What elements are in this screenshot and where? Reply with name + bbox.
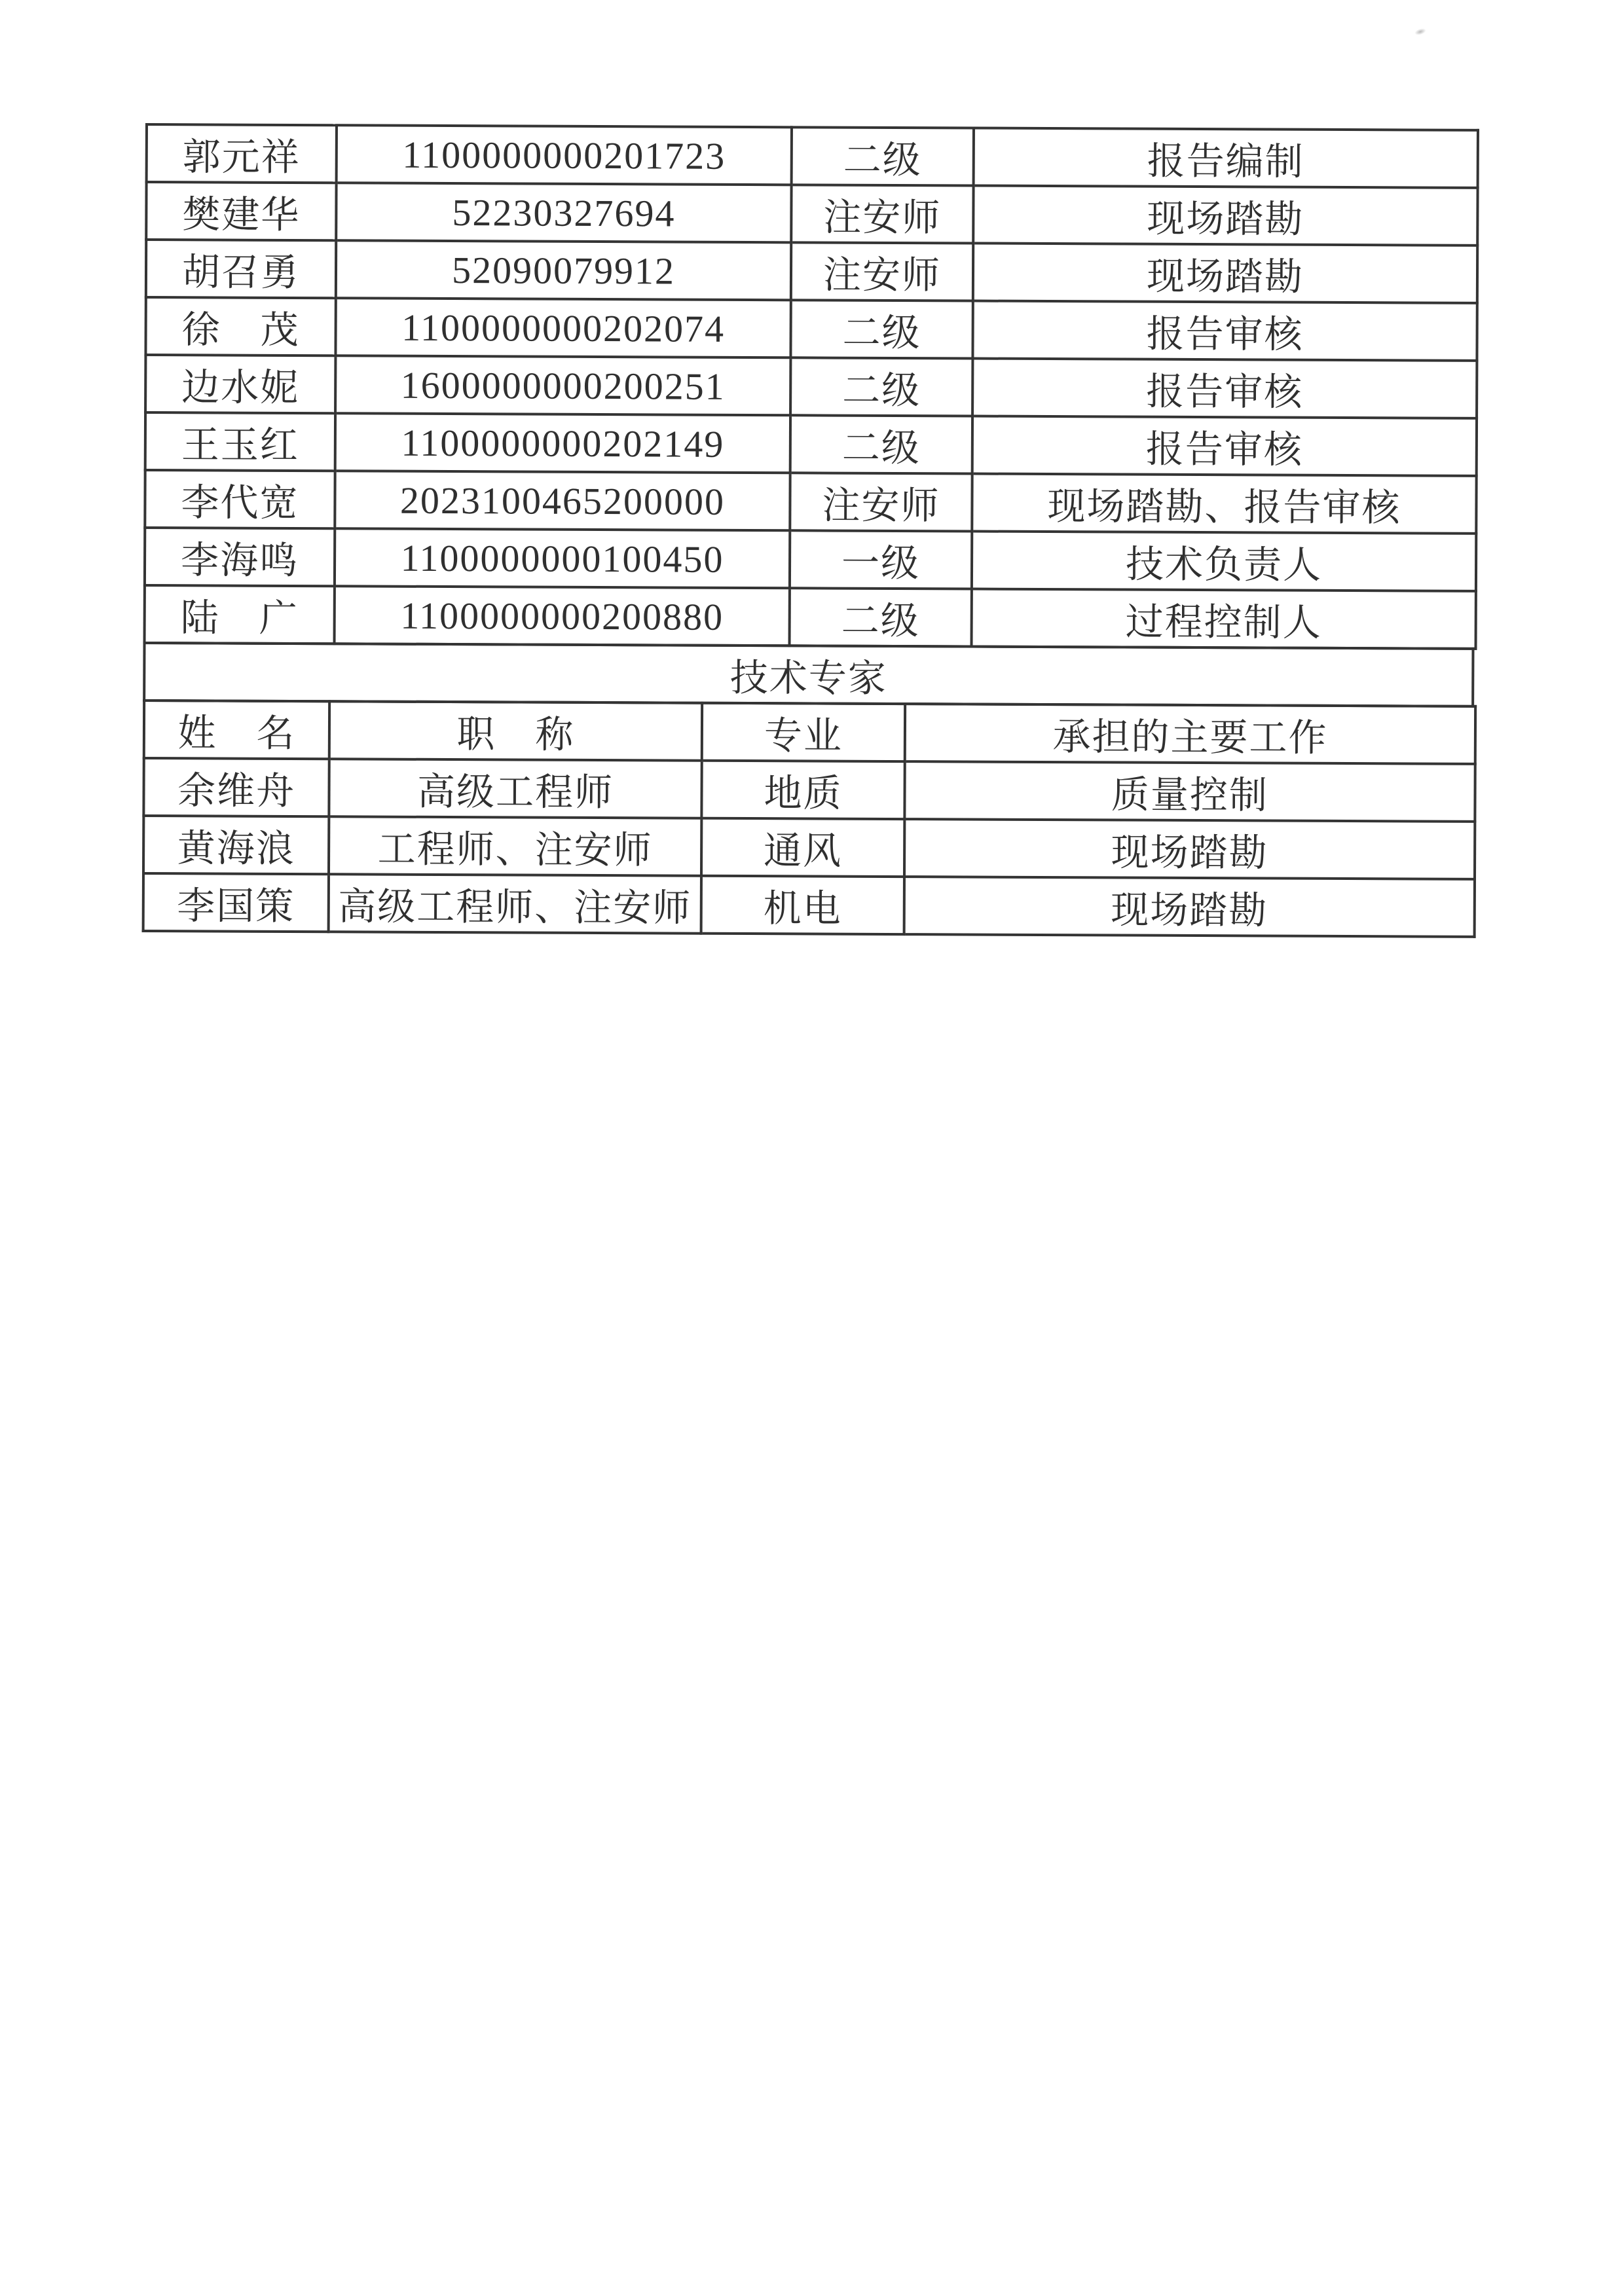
table-row: [143, 758, 1475, 822]
staff-level-cell: 二级: [790, 415, 972, 473]
staff-duty-cell: 报告审核: [972, 416, 1477, 476]
table-row: [145, 355, 1477, 418]
staff-name-cell: 胡召勇: [146, 240, 336, 298]
table-row: [143, 816, 1475, 879]
staff-cert-no-cell: 1100000000202149: [335, 413, 790, 473]
staff-name-cell: 李海鸣: [145, 528, 335, 586]
expert-major-cell: 机电: [701, 876, 904, 934]
staff-cert-no-cell: 1100000000200880: [335, 586, 790, 646]
experts-header-major: 专业: [702, 703, 905, 761]
table-row: [146, 182, 1477, 246]
staff-cert-no-cell: 52090079912: [336, 240, 791, 300]
experts-header-row: [144, 701, 1475, 764]
table-row: [147, 124, 1478, 188]
staff-cert-no-cell: 2023100465200000: [335, 471, 790, 530]
staff-level-cell: 二级: [790, 300, 972, 358]
experts-banner-row: [143, 642, 1474, 708]
staff-name-cell: 徐 茂: [145, 297, 335, 355]
table-row: [146, 240, 1477, 303]
experts-header-name: 姓 名: [144, 701, 329, 759]
expert-name-cell: 李国策: [143, 873, 329, 932]
expert-title-cell: 高级工程师: [329, 759, 701, 818]
staff-name-cell: 边水妮: [145, 355, 335, 413]
table-row: [145, 297, 1477, 361]
experts-table: [142, 699, 1477, 938]
table-row: [145, 585, 1476, 649]
expert-duty-cell: 质量控制: [904, 761, 1475, 822]
staff-cert-no-cell: 1100000000201723: [337, 125, 792, 185]
staff-table: [143, 123, 1479, 650]
experts-header-duty: 承担的主要工作: [905, 704, 1475, 764]
staff-level-cell: 注安师: [791, 185, 973, 243]
staff-cert-no-cell: 52230327694: [336, 183, 791, 242]
expert-duty-cell: 现场踏勘: [904, 877, 1475, 937]
staff-cert-no-cell: 1100000000202074: [335, 298, 790, 357]
experts-header-title: 职 称: [329, 701, 702, 760]
expert-duty-cell: 现场踏勘: [904, 819, 1475, 879]
staff-level-cell: 一级: [790, 530, 972, 589]
staff-duty-cell: 报告编制: [974, 128, 1478, 188]
personnel-table-block: [142, 123, 1477, 938]
staff-duty-cell: 现场踏勘: [973, 186, 1477, 246]
staff-duty-cell: 报告审核: [972, 301, 1477, 361]
staff-duty-cell: 报告审核: [972, 359, 1477, 418]
staff-duty-cell: 技术负责人: [972, 532, 1476, 591]
expert-name-cell: 余维舟: [143, 758, 329, 816]
table-row: [145, 470, 1476, 534]
staff-duty-cell: 现场踏勘、报告审核: [972, 474, 1476, 534]
scan-speck: [1414, 27, 1427, 36]
table-row: [145, 528, 1476, 591]
expert-title-cell: 高级工程师、注安师: [329, 874, 701, 933]
table-row: [143, 873, 1475, 937]
staff-cert-no-cell: 1100000000100450: [335, 528, 790, 588]
staff-duty-cell: 过程控制人: [972, 589, 1476, 649]
expert-major-cell: 地质: [701, 761, 904, 819]
staff-name-cell: 陆 广: [145, 585, 335, 644]
staff-name-cell: 樊建华: [146, 182, 336, 240]
staff-name-cell: 郭元祥: [147, 124, 337, 183]
staff-level-cell: 二级: [792, 127, 974, 185]
staff-name-cell: 李代宽: [145, 470, 335, 528]
staff-level-cell: 注安师: [790, 473, 972, 531]
table-row: [145, 412, 1477, 476]
table-row: [144, 643, 1473, 706]
staff-level-cell: 注安师: [791, 242, 973, 301]
staff-level-cell: 二级: [790, 588, 972, 646]
expert-major-cell: 通风: [701, 818, 904, 877]
experts-banner-title: 技术专家: [144, 643, 1473, 706]
staff-level-cell: 二级: [790, 357, 972, 416]
expert-title-cell: 工程师、注安师: [329, 816, 701, 875]
staff-duty-cell: 现场踏勘: [973, 244, 1477, 303]
expert-name-cell: 黄海浪: [143, 816, 329, 874]
staff-cert-no-cell: 1600000000200251: [335, 355, 790, 415]
staff-name-cell: 王玉红: [145, 412, 335, 471]
